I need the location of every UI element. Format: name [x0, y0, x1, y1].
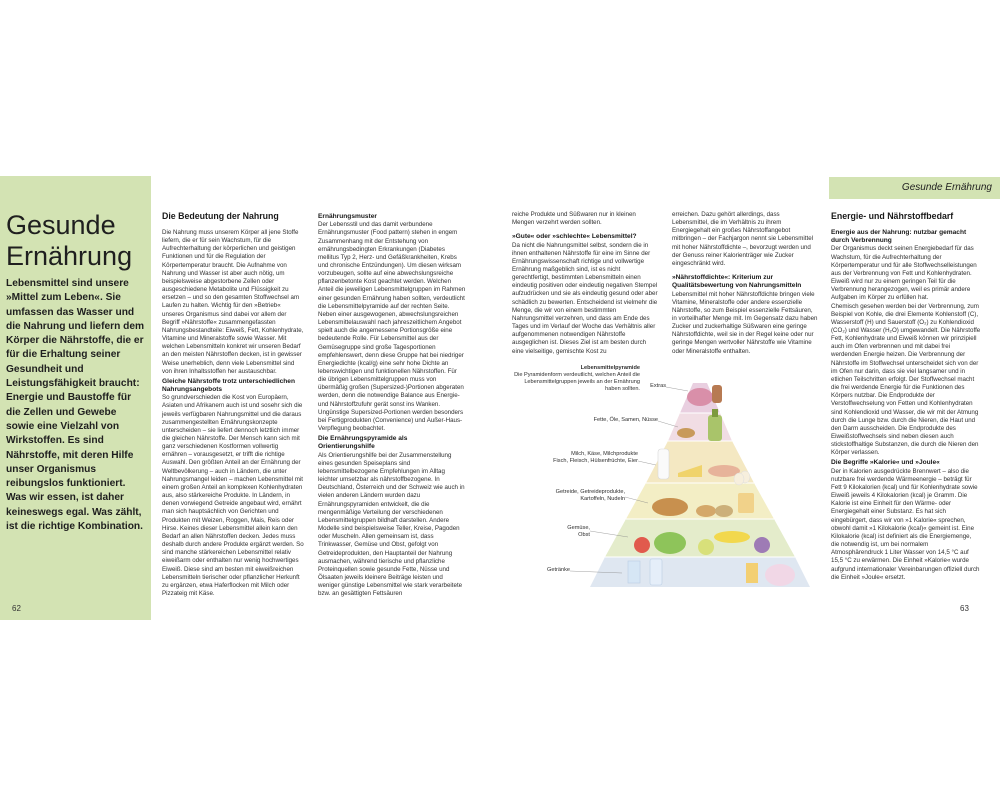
- text-column-2: [318, 211, 466, 598]
- section-heading: Die Bedeutung der Nahrung: [162, 211, 279, 221]
- running-header: [829, 177, 1000, 199]
- pastry-icon: [712, 385, 722, 403]
- water-glass-icon: [628, 561, 640, 583]
- section-heading: Energie- und Nährstoffbedarf: [831, 211, 954, 221]
- pyramid-label-extras: Extras: [650, 383, 666, 389]
- page-number-right: 63: [960, 604, 969, 613]
- pyramid-label-protein: Milch, Käse, Milchprodukte Fisch, Fleisch, Hülsenfrüchte, Eier: [553, 451, 638, 464]
- pyramid-label-drinks: Getränke: [546, 567, 570, 573]
- pyramid-label-vegetables: Gemüse, Obst: [567, 525, 590, 538]
- paragraph: erreichen. Dazu gehört allerdings, dass Lebensmittel, die im Verhältnis zu ihrem Energiegehalt ein großes Nährstoffangebot mitbringen – der Fachjargon nennt sie Lebensmittel mit hoher Nährstoffdichte –, bevorzugt werden und der Genuss reiner Kalorienträger wie Zucker eingeschränkt wird.: [672, 211, 814, 267]
- running-header-text: Gesunde Ernährung: [901, 182, 992, 193]
- pyramid-label-fats: Fette, Öle, Samen, Nüsse: [593, 417, 658, 423]
- paragraph: Chemisch gesehen werden bei der Verbrennung, zum Beispiel von Kohle, die drei Elemente Kohlenstoff (C), Wasserstoff (H) und Sauerstoff (O₂) zu Kohlendioxid (CO₂) und Wasser (H₂O) umgewandelt. Die Nährstoffe Fett, Kohlenhydrate und Eiweiß können wir prinzipiell auch im Ofen verbrennen und mit dabei frei werdenden Energie heizen. Die Verbrennung der Nährstoffe im Stoffwechsel unterscheidet sich von der im Ofen nur darin, dass sie viel langsamer und in etlichen Teilschritten erfolgt. Der Stoffwechsel macht die frei werdende Energie für die Funktionen des Körpers nutzbar. Die Endprodukte der Verstoffwechselung von Fetten und Kohlenhydraten sind Kohlendioxid und Wasser, die wir mit der Atmung durch die Lunge bzw. durch die Nieren, die Haut und den Darm ausscheiden. Die Endprodukte des Eiweißstoffwechsels sind neben diesen auch stickstoffhaltige Substanzen, die durch die Nieren den Körper verlassen.: [831, 302, 981, 457]
- subheading: Energie aus der Nahrung: nutzbar gemacht durch Verbrennung: [831, 229, 967, 245]
- oil-bottle-icon: [708, 415, 722, 441]
- subheading: Die Ernährungspyramide als Orientierungshilfe: [318, 435, 408, 451]
- subheading: »Gute« oder »schlechte« Lebensmittel?: [512, 233, 637, 241]
- tomato-icon: [634, 537, 650, 553]
- text-column-5: [831, 211, 981, 582]
- lettuce-icon: [654, 532, 686, 554]
- chapter-sidebar: [0, 176, 151, 620]
- pyramid-caption-text: Die Pyramidenform verdeutlicht, welchen Anteil die Lebensmittelgruppen jeweils an der Ernährung haben sollten.: [514, 372, 640, 393]
- subheading: Die Begriffe »Kalorie« und »Joule«: [831, 459, 940, 467]
- paragraph: Der Organismus deckt seinen Energiebedarf für das Wachstum, für die Aufrechterhaltung der Körpertemperatur und für alle Stoffwechselleistungen aus der Verbrennung von Fett und Kohlenhydraten. Eiweiß wird nur zu einem geringen Teil für die Verbrennung herangezogen, weil es primär andere Aufgaben im Körper zu erfüllen hat.: [831, 245, 977, 302]
- teapot-icon: [765, 564, 795, 586]
- text-column-4: [672, 211, 818, 356]
- chapter-intro: Lebensmittel sind unsere »Mittel zum Leben«. Sie umfassen das Wasser und die Nahrung und liefern dem Körper die Nährstoffe, die er für die Erhaltung seiner Gesundheit und Leistungsfähigkeit braucht: Energie und Baustoffe für die Zellen und Gewebe sowie eine Vielzahl von Wirkstoffen. Es sind Nährstoffe, mit deren Hilfe unser Organismus reibungslos funktioniert. Was wir essen, ist daher keineswegs egal. Was zählt, ist die richtige Kombination.: [6, 278, 145, 533]
- potato-icon: [696, 505, 716, 517]
- pyramid-graphic: [510, 365, 820, 595]
- cake-icon: [687, 388, 713, 406]
- pasta-icon: [738, 493, 754, 513]
- food-pyramid: [510, 365, 820, 595]
- banana-icon: [714, 531, 750, 543]
- subheading: »Nährstoffdichte«: Kriterium zur Qualitätsbewertung von Nahrungsmitteln: [672, 274, 802, 290]
- paragraph: Der Lebensstil und das damit verbundene Ernährungsmuster (Food pattern) stehen in engem Zusammenhang mit der Entstehung von ernährungsbedingten Erkrankungen (Diabetes mellitus Typ 2, Herz- und Gefäßkrankheiten, Krebs und chronische Entzündungen). Um diesen wirksam vorzubeugen, sollte auf eine abwechslungsreiche pflanzenbetonte Kost geachtet werden. Welchen Anteil die jeweiligen Lebensmittelgruppen im Rahmen einer gesunden Ernährung haben sollten, verdeutlicht die Lebensmittelpyramide auf der rechten Seite.: [318, 221, 466, 310]
- text-column-3: [512, 211, 658, 356]
- paragraph: Neben einer ausgewogenen, abwechslungsreichen Lebensmittelauswahl nach jahreszeitlichem Angebot spielt auch die angemessene Portionsgröße eine bedeutende Rolle. Für Lebensmittel aus der Gemüsegruppe sind große Tagesportionen empfehlenswert, denn diese Gruppe hat bei niedriger Energiedichte (kcal/g) eine sehr hohe Dichte an lebenswichtigen und funktionellen Nährstoffen. Für die übrigen Lebensmittelgruppen muss von übermäßig großen (Supersized-)Portionen abgeraten werden, denn die notwendige Balance aus Energie- und Nährstoffzufuhr gerät sonst ins Wanken. Ungünstige Supersized-Portionen werden besonders bei Fertigprodukten (Convenience) und Außer-Haus-Verpflegung beobachtet.: [318, 310, 464, 433]
- apple-icon: [698, 539, 714, 555]
- milk-bottle-icon: [658, 449, 669, 479]
- paragraph: Da nicht die Nahrungsmittel selbst, sondern die in ihnen enthaltenen Nährstoffe für eine im Sinne der Ernährungswissenschaft richtige und vollwertige Ernährung maßgeblich sind, ist es nicht gerechtfertigt, bestimmten Lebensmitteln einen eindeutig positiven oder eindeutig negativen Stempel aufzudrücken und sie als eindeutig gesund oder aber schädlich zu bewerten. Entscheidend ist vielmehr die Menge, die wir von einem bestimmten Nahrungsmittel verzehren, und dass am Ende des Tages und im Verlauf der Woche das Verhältnis aller aufgenommenen notwendigen Nährstoffe ausgeglichen ist. Dieses Ziel ist am besten durch eine vielseitige, gemischte Kost zu: [512, 241, 658, 355]
- text-column-1: [162, 211, 304, 598]
- pyramid-label-grains: Getreide, Getreideprodukte, Kartoffeln, Nudeln: [555, 489, 625, 502]
- water-bottle-icon: [650, 559, 662, 585]
- paragraph: Lebensmittel mit hoher Nährstoffdichte bringen viele Vitamine, Mineralstoffe oder andere essenzielle Nährstoffe, so zum Beispiel essenzielle Fettsäuren, in vorteilhafter Menge mit. Im Gegensatz dazu haben Zucker und zuckerhaltige Süßwaren eine geringe Nährstoffdichte, weil sie in der Regel keine oder nur geringe Mengen wertvoller Nährstoffe wie Vitamine oder Mineralstoffe enthalten.: [672, 290, 818, 355]
- chapter-title: Gesunde Ernährung: [6, 210, 133, 271]
- paragraph: Als Orientierungshilfe bei der Zusammenstellung eines gesunden Speiseplans sind lebensmittelbezogene Empfehlungen im Alltag leichter umsetzbar als nährstoffbezogene. In Deutschland, Österreich und der Schweiz wie auch in vielen anderen Ländern wurden dazu Ernährungspyramiden entwickelt, die die mengenmäßige Verteilung der verschiedenen Lebensmittelgruppen bildhaft darstellen. Andere Modelle sind beispielsweise Teller, Kreise, Pagoden oder Muscheln. Allen gemeinsam ist, dass Trinkwasser, Gemüse und Obst, gefolgt von Getreideprodukten, den Hauptanteil der Nahrung ausmachen, während tierische und pflanzliche Proteinquellen sowie gesunde Fette, Nüsse und Ölsaaten jeweils kleinere Beiträge leisten und weniger günstige Lebensmittel wie stark verarbeitete bzw. an gesättigten Fettsäuren: [318, 451, 465, 598]
- subheading: Gleiche Nährstoffe trotz unterschiedlichen Nahrungsangebots: [162, 377, 295, 394]
- nuts-icon: [677, 428, 695, 438]
- page-number-left: 62: [12, 604, 21, 613]
- paragraph: Die Nahrung muss unserem Körper all jene Stoffe liefern, die er für sein Wachstum, für die Aufrechterhaltung der körperlichen und geistigen Funktionen und für die Regulation der Körpertemperatur braucht. Die Aufnahme von Nahrung und Wasser ist aber auch nötig, um beispielsweise abgestorbene Zellen oder ausgeschiedene Metabolite und Flüssigkeit zu ersetzen – und so den gesamten Stoffwechsel am Laufen zu halten. Wichtig für den »Betrieb« unseres Organismus sind dabei vor allem der Begriff »Nährstoffe« zusammengefassten Nahrungsbestandteile: Eiweiß, Fett, Kohlenhydrate, Vitamine und Mineralstoffe sowie Wasser. Mit welchen Lebensmitteln konkret wir unseren Bedarf an den meisten Nährstoffen decken, ist in gewisser Weise unerheblich, denn viele Lebensmittel sind von ihren Inhaltsstoffen her austauschbar.: [162, 229, 304, 375]
- paragraph: reiche Produkte und Süßwaren nur in kleinen Mengen verzehrt werden sollten.: [512, 211, 636, 227]
- juice-glass-icon: [746, 563, 758, 583]
- bread-icon: [652, 498, 688, 516]
- grapes-icon: [754, 537, 770, 553]
- pyramid-caption-title: Lebensmittelpyramide: [580, 365, 640, 371]
- subheading: Ernährungsmuster: [318, 213, 377, 220]
- paragraph: Der in Kalorien ausgedrückte Brennwert – also die nutzbare frei werdende Wärmeenergie – beträgt für Fett 9 Kilokalorien (kcal) und für Kohlenhydrate sowie Eiweiß jeweils 4 Kilokalorien (kcal) je Gramm. Die Kalorie ist eine Einheit für den Wärme- oder Energiegehalt einer Substanz. Es hat sich eingebürgert, dass wir von »1 Kalorie« sprechen, obwohl damit »1 Kilokalorie (kcal)« gemeint ist. Eine Kilokalorie (kcal) ist definiert als die Energiemenge, die notwendig ist, um bei normalem Atmosphärendruck 1 Liter Wasser von 14,5 °C auf 15,5 °C zu erwärmen. Die Einheit »Kalorie« wurde aufgrund internationaler Vereinbarungen offiziell durch die Einheit »Joule« ersetzt.: [831, 467, 980, 581]
- paragraph: So grundverschieden die Kost von Europäern, Asiaten und Afrikanern auch ist und sosehr sich die jeweils verfügbaren Nahrungsmittel und die daraus zusammengestellten Ernährungskonzepte unterscheiden – sie liefert dennoch letztlich immer die gleichen Nährstoffe. Der Mensch kann sich mit ganz verschiedenen Kostformen vollwertig ernähren – vorausgesetzt, er trifft die richtige Auswahl. Den größten Anteil an der Ernährung der Weltbevölkerung – auch in Ländern, die unter Nahrungsmangel leiden – machen Lebensmittel mit einem großen Anteil an komplexen Kohlenhydraten aus, also stärkereiche Produkte. In Ländern, in denen vorwiegend Getreide angebaut wird, ernährt man sich hauptsächlich von Gerichten und Produkten mit Weizen, Roggen, Mais, Reis oder Hirse. Keines dieser Lebensmittel allein kann den Bedarf an allen Nährstoffen decken. Jedes muss deshalb durch andere Produkte ergänzt werden. So sind manche stärkereichen Lebensmittel relativ eiweißarm oder enthalten nur wenig hochwertiges Eiweiß. Diese sind am besten mit eiweißreichen Lebensmitteln tierischer oder pflanzlicher Herkunft zu ergänzen, etwa Haferflocken mit Milch oder Pizzateig mit Käse.: [162, 394, 304, 597]
